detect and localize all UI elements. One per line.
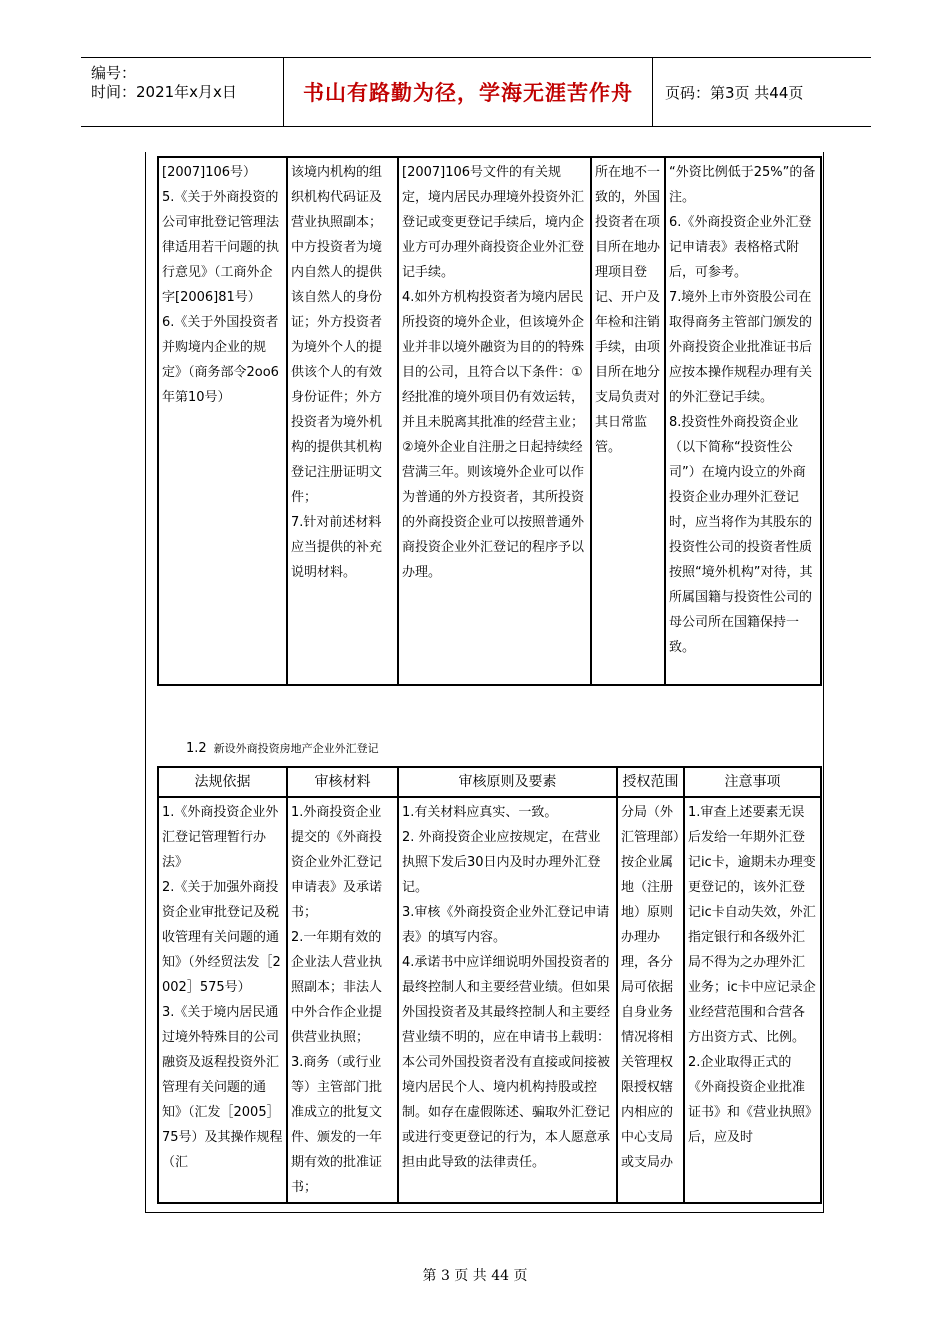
page-header	[81, 57, 871, 127]
table-header-row	[158, 767, 821, 797]
section-title: 新设外商投资房地产企业外汇登记	[213, 742, 379, 755]
header-meta	[81, 58, 284, 126]
table-row	[158, 797, 821, 1203]
page-indicator: 页码：第3页 共44页	[665, 83, 804, 102]
document-number-label: 编号：	[91, 64, 137, 82]
real-estate-registration-table	[157, 766, 822, 1204]
table-row	[158, 157, 821, 685]
cell-text: [2007]106号） 5.《关于外商投资的公司审批登记管理法律适用若干问题的执行意见》（工商外企字[2006]81号） 6.《关于外国投资者并购境内企业的规定》（商务部令2oo6年第10号）	[162, 165, 280, 405]
cell-text: [2007]106号文件的有关规定，境内居民办理境外投资外汇登记或变更登记手续后，境内企业方可办理外商投资企业外汇登记手续。 4.如外方机构投资者为境内居民所投资的境外企业，但该境外企业并非以境外融资为目的的特殊目的公司，且符合以下条件：①经批准的境外项目仍有效运转，并且未脱离其批准的经营主业；②境外企业自注册之日起持续经营满三年。则该境外企业可以作为普通的外方投资者，其所投资的外商投资企业可以按照普通外商投资企业外汇登记的程序予以办理。	[402, 165, 585, 580]
table-cell-scope	[617, 797, 684, 1203]
header-page-cell	[653, 58, 871, 126]
column-header: 审核原则及要素	[398, 767, 617, 797]
cell-text: 1.审查上述要素无误后发给一年期外汇登记ic卡，逾期未办理变更登记的，该外汇登记ic卡自动失效，外汇指定银行和各级外汇局不得为之办理外汇业务；ic卡中应记录企业经营范围和合营各方出资方式、比例。 2.企业取得正式的《外商投资企业批准证书》和《营业执照》后，应及时	[688, 805, 816, 1145]
table-cell-materials	[287, 157, 398, 685]
cell-text: 1.《外商投资企业外汇登记管理暂行办法》 2.《关于加强外商投资企业审批登记及税收管理有关问题的通知》（外经贸法发［2002］575号） 3.《关于境内居民通过境外特殊目的公司融资及返程投资外汇管理有关问题的通知》（汇发［2005］75号）及其操作规程（汇	[162, 805, 283, 1170]
cell-text: 分局（外汇管理部）按企业属地（注册地）原则办理办理，各分局可依据自身业务情况将相关管理权限授权辖内相应的中心支局或支局办	[621, 805, 680, 1170]
table-cell-legal-basis	[158, 157, 287, 685]
section-number: 1.2	[186, 741, 207, 756]
column-header: 法规依据	[158, 767, 287, 797]
cell-text: “外资比例低于25%”的备注。 6.《外商投资企业外汇登记申请表》表格格式附后，可参考。 7.境外上市外资股公司在取得商务主管部门颁发的外商投资企业批准证书后应按本操作规程办理有关的外汇登记手续。 8.投资性外商投资企业（以下简称“投资性公司”）在境内设立的外商投资企业办理外汇登记时，应当将作为其股东的投资性公司的投资者性质按照“境外机构”对待，其所属国籍与投资性公司的母公司所在国籍保持一致。	[669, 165, 816, 655]
cell-text: 1.有关材料应真实、一致。 2. 外商投资企业应按规定，在营业执照下发后30日内及时办理外汇登记。 3.审核《外商投资企业外汇登记申请表》的填写内容。 4.承诺书中应详细说明外国投资者的最终控制人和主要经营业绩。但如果外国投资者及其最终控制人和主要经营业绩不明的，应在申请书上载明：本公司外国投资者没有直接或间接被境内居民个人、境内机构持股或控制。如存在虚假陈述、骗取外汇登记或进行变更登记的行为，本人愿意承担由此导致的法律责任。	[402, 805, 611, 1170]
table-cell-scope	[591, 157, 665, 685]
column-header: 注意事项	[684, 767, 821, 797]
page-footer: 第 3 页 共 44 页	[422, 1268, 528, 1284]
table-cell-materials	[287, 797, 398, 1203]
column-header: 审核材料	[287, 767, 398, 797]
table-cell-notes	[665, 157, 821, 685]
section-heading	[186, 740, 379, 756]
cell-text: 所在地不一致的，外国投资者在项目所在地办理项目登记、开户及年检和注销手续，由项目所在地分支局负责对其日常监管。	[595, 165, 661, 455]
document-time-label: 时间：2021年x月x日	[91, 83, 237, 101]
header-motto-cell	[284, 58, 653, 126]
table-cell-notes	[684, 797, 821, 1203]
table-cell-principles	[398, 797, 617, 1203]
cell-text: 该境内机构的组织机构代码证及营业执照副本；中方投资者为境内自然人的提供该自然人的身份证；外方投资者为境外个人的提供该个人的有效身份证件；外方投资者为境外机构的提供其机构登记注册证明文件； 7.针对前述材料应当提供的补充说明材料。	[291, 165, 383, 580]
cell-text: 1.外商投资企业提交的《外商投资企业外汇登记申请表》及承诺书； 2.一年期有效的企业法人营业执照副本；非法人中外合作企业提供营业执照； 3.商务（或行业等）主管部门批准成立的批复文件、颁发的一年期有效的批准证书；	[291, 805, 383, 1195]
continued-registration-table	[157, 156, 822, 686]
table-cell-principles	[398, 157, 591, 685]
table-cell-legal-basis	[158, 797, 287, 1203]
motto-text: 书山有路勤为径，学海无涯苦作舟	[303, 81, 633, 105]
column-header: 授权范围	[617, 767, 684, 797]
